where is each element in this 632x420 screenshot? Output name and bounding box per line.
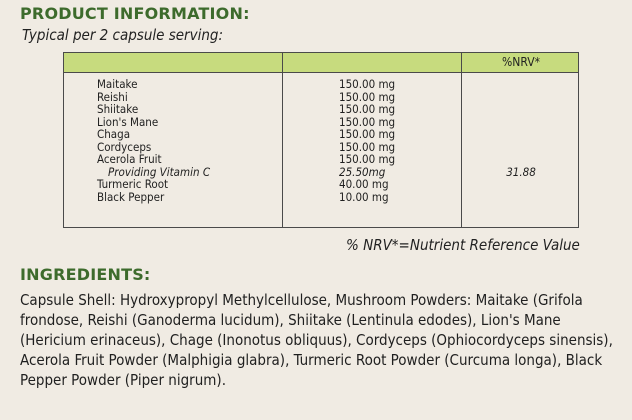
ingredient-name: Lion's Mane xyxy=(97,114,159,129)
nrv-value: 31.88 xyxy=(506,164,536,179)
ingredients-heading: INGREDIENTS: xyxy=(20,265,151,284)
ingredients-text: Capsule Shell: Hydroxypropyl Methylcellulose, Mushroom Powders: Maitake (Grifola frondose, Reishi (Ganoderma lucidum), Shiitake (Lentinula edodes), Lion's Mane (Hericium erinaceus), Chage (Inonotus obliquus), Cordyceps (Ophiocordyceps sinensis), Acerola Fruit Powder (Malphigia glabra), Turmeric Root Powder (Curcuma longa), Black Pepper Powder (Piper nigrum). xyxy=(20,291,613,389)
amount-value: 25.50mg xyxy=(339,164,386,179)
amount-value: 150.00 mg xyxy=(339,127,396,141)
ingredient-name: Cordyceps xyxy=(97,139,152,154)
product-information-heading: PRODUCT INFORMATION: xyxy=(20,4,250,23)
amount-value: 10.00 mg xyxy=(339,189,389,204)
table-row xyxy=(64,191,578,204)
amount-value: 150.00 mg xyxy=(339,139,396,154)
table-row xyxy=(64,91,578,104)
amount-value: 150.00 mg xyxy=(339,152,396,166)
serving-size-label: Typical per 2 capsule serving: xyxy=(22,26,224,44)
table-row xyxy=(64,128,578,141)
table-row xyxy=(64,78,578,91)
table-row xyxy=(64,178,578,191)
ingredient-name: Providing Vitamin C xyxy=(108,164,211,179)
table-row xyxy=(64,103,578,116)
ingredient-name: Reishi xyxy=(97,89,128,104)
nrv-column-header: %NRV* xyxy=(502,55,540,69)
amount-value: 40.00 mg xyxy=(339,177,389,191)
amount-value: 150.00 mg xyxy=(339,89,396,104)
ingredient-name: Turmeric Root xyxy=(97,177,169,191)
amount-value: 150.00 mg xyxy=(339,114,396,129)
ingredient-name: Maitake xyxy=(97,77,138,91)
table-body xyxy=(64,78,578,203)
nutrition-table xyxy=(63,52,579,228)
table-row xyxy=(64,116,578,129)
ingredient-name: Chaga xyxy=(97,127,131,141)
ingredient-name: Acerola Fruit xyxy=(97,152,162,166)
amount-value: 150.00 mg xyxy=(339,102,396,116)
ingredient-name: Shiitake xyxy=(97,102,139,116)
ingredient-name: Black Pepper xyxy=(97,189,165,204)
table-row xyxy=(64,153,578,166)
nrv-footnote: % NRV*=Nutrient Reference Value xyxy=(346,236,580,254)
amount-value: 150.00 mg xyxy=(339,77,396,91)
